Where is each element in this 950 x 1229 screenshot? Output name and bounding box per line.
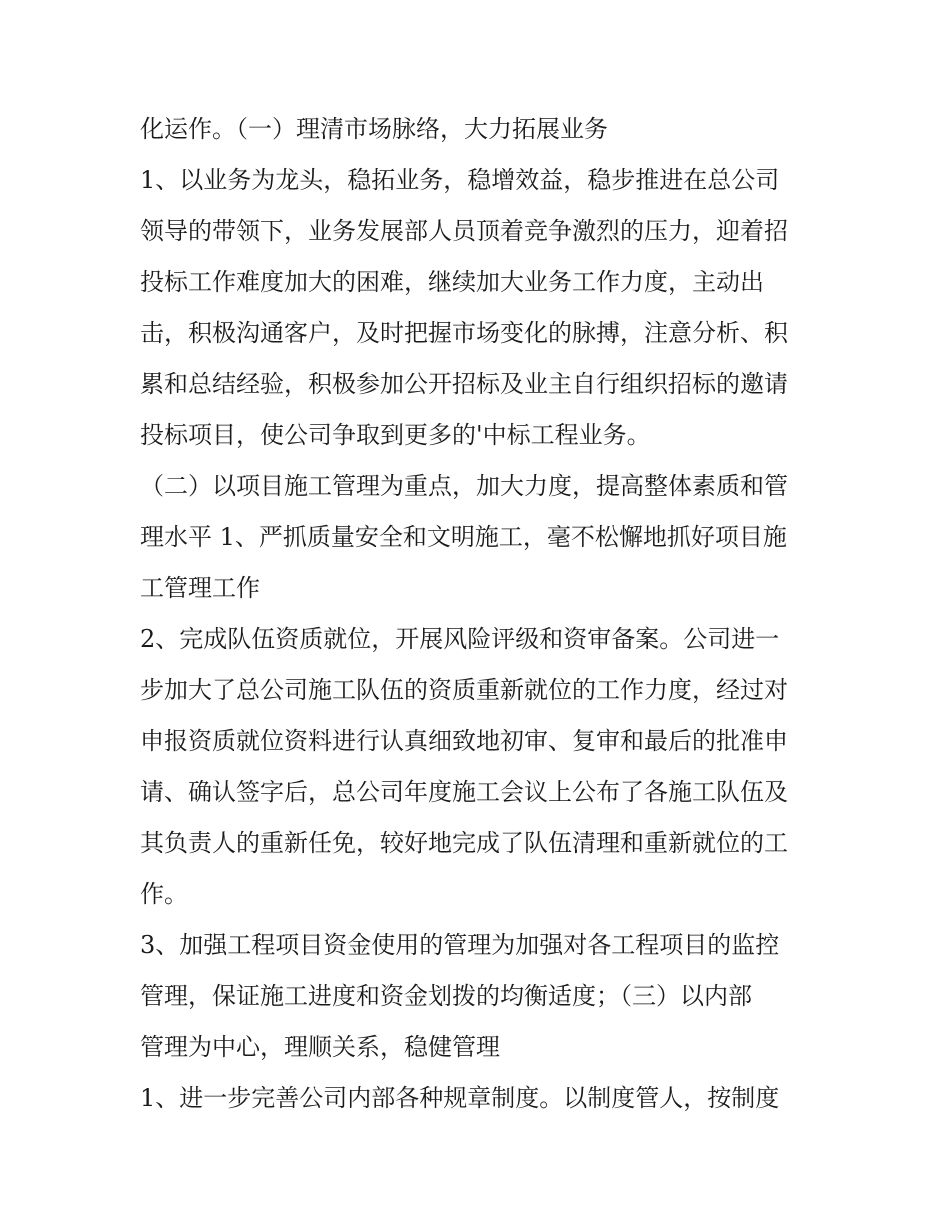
text-line: 2、完成队伍资质就位，开展风险评级和资审备案。公司进一 [140,625,780,653]
text-line: 管理，保证施工进度和资金划拨的均衡适度；（三）以内部 [140,982,752,1010]
text-line: 管理为中心，理顺关系，稳健管理 [140,1033,500,1061]
text-line: 请、确认签字后，总公司年度施工会议上公布了各施工队伍及 [140,778,788,806]
text-line: 作。 [140,880,188,908]
text-line: 3、加强工程项目资金使用的管理为加强对各工程项目的监控 [140,931,780,959]
text-line: 理水平 1、严抓质量安全和文明施工，毫不松懈地抓好项目施 [140,523,787,551]
text-line: 投标项目，使公司争取到更多的'中标工程业务。 [140,421,651,449]
text-line: 累和总结经验，积极参加公开招标及业主自行组织招标的邀请 [140,370,788,398]
text-line: （二）以项目施工管理为重点，加大力度，提高整体素质和管 [140,472,788,500]
text-line: 击，积极沟通客户，及时把握市场变化的脉搏，注意分析、积 [140,319,788,347]
text-line: 步加大了总公司施工队伍的资质重新就位的工作力度，经过对 [140,676,788,704]
document-body [140,104,820,1124]
text-line: 1、以业务为龙头，稳拓业务，稳增效益，稳步推进在总公司 [140,166,780,194]
text-line: 申报资质就位资料进行认真细致地初审、复审和最后的批准申 [140,727,788,755]
text-line: 工管理工作 [140,574,260,602]
text-line: 1、进一步完善公司内部各种规章制度。以制度管人，按制度 [140,1084,780,1112]
text-line: 化运作。（一）理清市场脉络，大力拓展业务 [140,115,608,143]
text-line: 领导的带领下，业务发展部人员顶着竞争激烈的压力，迎着招 [140,217,788,245]
text-line: 其负责人的重新任免，较好地完成了队伍清理和重新就位的工 [140,829,788,857]
text-line: 投标工作难度加大的困难，继续加大业务工作力度，主动出 [140,268,764,296]
